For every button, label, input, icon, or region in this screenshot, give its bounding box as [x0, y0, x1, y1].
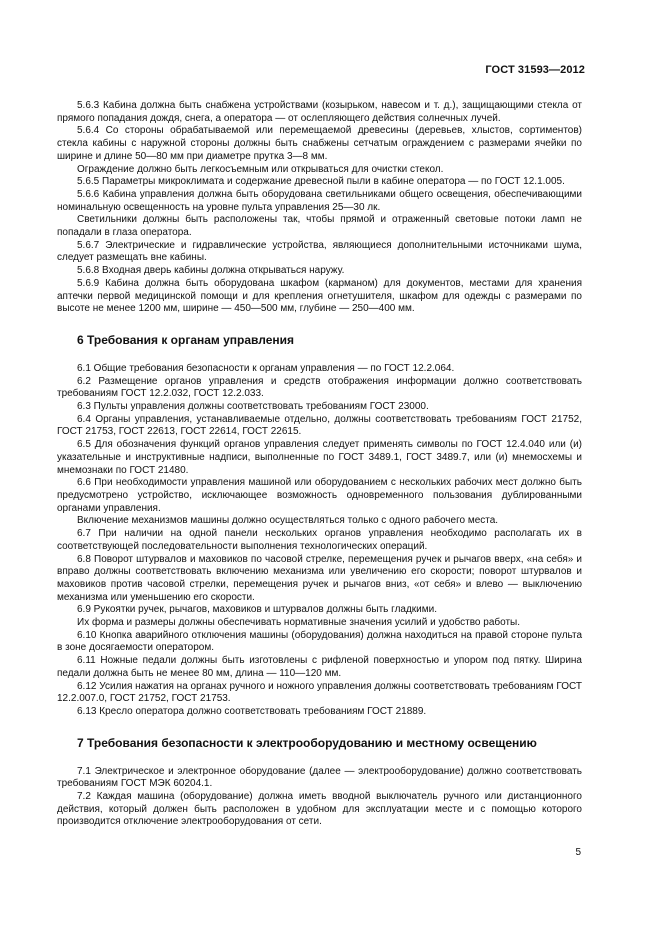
section-5-continuation [57, 100, 582, 316]
section-7-heading: 7 Требования безопасности к электрооборудованию и местному освещению [77, 735, 537, 750]
paragraph-7-2: 7.2 Каждая машина (оборудование) должна иметь вводной выключатель ручного или дистанционного действия, который должен быть расположен в удобном для эксплуатации месте и с помощью которого производится отключение электрооборудования от сети. [57, 791, 582, 828]
paragraph-6-1: 6.1 Общие требования безопасности к органам управления — по ГОСТ 12.2.064. [77, 362, 455, 374]
paragraph-6-3: 6.3 Пульты управления должны соответствовать требованиям ГОСТ 23000. [77, 401, 429, 413]
section-6-heading: 6 Требования к органам управления [77, 332, 295, 347]
paragraph-5-6-3: 5.6.3 Кабина должна быть снабжена устройствами (козырьком, навесом и т. д.), защищающими стекла от прямого попадания дождя, снега, а оператора — от ослепляющего действия солнечных лучей. [57, 100, 582, 124]
paragraph-5-6-5: 5.6.5 Параметры микроклимата и содержание древесной пыли в кабине оператора — по ГОСТ 12.1.005. [77, 176, 565, 188]
paragraph-5-6-8: 5.6.8 Входная дверь кабины должна открываться наружу. [77, 265, 345, 277]
paragraph-5-6-7: 5.6.7 Электрические и гидравлические устройства, являющиеся дополнительными источниками шума, следует размещать вне кабины. [57, 239, 582, 264]
paragraph-7-1: 7.1 Электрическое и электронное оборудование (далее — электрооборудование) должно соответствовать требованиям ГОСТ МЭК 60204.1. [57, 765, 582, 790]
paragraph-single-workplace: Включение механизмов машины должно осуществляться только с одного рабочего места. [77, 515, 499, 527]
paragraph-6-9: 6.9 Рукоятки ручек, рычагов, маховиков и штурвалов должны быть гладкими. [77, 604, 438, 616]
document-id-header: ГОСТ 31593—2012 [485, 64, 585, 76]
paragraph-6-4: 6.4 Органы управления, устанавливаемые отдельно, должны соответствовать требованиям ГОСТ 21752, ГОСТ 21753, ГОСТ 22613, ГОСТ 22614, ГОСТ 22615. [57, 413, 582, 438]
paragraph-guard-removable: Ограждение должно быть легкосъемным или открываться для очистки стекол. [77, 163, 444, 175]
paragraph-6-2: 6.2 Размещение органов управления и средств отображения информации должно соответствовать требованиям ГОСТ 12.2.032, ГОСТ 12.2.033. [57, 375, 582, 400]
paragraph-6-8: 6.8 Поворот штурвалов и маховиков по часовой стрелке, перемещения ручек и рычагов вверх, «на себя» и вправо должны соответствовать включению механизма или увеличению его скорости; поворот штурвалов и маховиков против часовой стрелки, перемещения ручек и рычагов вниз, «от себя» и влево — выключению механизма или уменьшению его скорости. [57, 553, 582, 603]
paragraph-6-10: 6.10 Кнопка аварийного отключения машины (оборудования) должна находиться на правой стороне пульта в зоне досягаемости оператором. [57, 629, 582, 654]
paragraph-6-6: 6.6 При необходимости управления машиной или оборудованием с нескольких рабочих мест должно быть предусмотрено устройство, исключающее возможность одновременного пользования дублированными органами управления. [57, 477, 582, 514]
section-7-body [57, 766, 582, 830]
page-number: 5 [575, 847, 581, 858]
paragraph-6-5: 6.5 Для обозначения функций органов управления следует применять символы по ГОСТ 12.4.040 или (и) указательные и инструктивные надписи, выполненные по ГОСТ 3489.1, ГОСТ 3489.7, или (и) мнемосхемы и мнемознаки по ГОСТ 21480. [57, 439, 582, 476]
paragraph-handle-shape: Их форма и размеры должны обеспечивать нормативные значения усилий и удобство работы. [77, 617, 521, 629]
paragraph-5-6-4: 5.6.4 Со стороны обрабатываемой или перемещаемой древесины (деревьев, хлыстов, сортиментов) стекла кабины с наружной стороны должны быть снабжены сетчатым ограждением с размерами ячейки по ширине и длине 50—80 мм при диаметре прутка 3—8 мм. [57, 125, 582, 162]
paragraph-6-11: 6.11 Ножные педали должны быть изготовлены с рифленой поверхностью и упором под пятку. Ширина педали должна быть не менее 80 мм, длина — 110—120 мм. [57, 655, 582, 679]
paragraph-6-13: 6.13 Кресло оператора должно соответствовать требованиям ГОСТ 21889. [77, 705, 427, 717]
paragraph-lamp-placement: Светильники должны быть расположены так, чтобы прямой и отраженный световые потоки ламп не попадали в глаза оператора. [57, 214, 582, 239]
document-body [57, 100, 582, 829]
paragraph-6-7: 6.7 При наличии на одной панели нескольких органов управления необходимо располагать их в соответствующей последовательности выполнения технологических операций. [57, 528, 582, 552]
section-6-body [57, 363, 582, 719]
paragraph-6-12: 6.12 Усилия нажатия на органах ручного и ножного управления должны соответствовать требованиям ГОСТ 12.2.007.0, ГОСТ 21752, ГОСТ 21753. [57, 680, 582, 705]
paragraph-5-6-6: 5.6.6 Кабина управления должна быть оборудована светильниками общего освещения, обеспечивающими номинальную освещенность на уровне пульта управления 25—30 лк. [57, 188, 582, 213]
paragraph-5-6-9: 5.6.9 Кабина должна быть оборудована шкафом (карманом) для документов, местами для хранения аптечки первой медицинской помощи и для крепления огнетушителя, шкафом для одежды с размерами по высоте не менее 1200 мм, ширине — 450—500 мм, глубине — 250—400 мм. [57, 277, 582, 315]
